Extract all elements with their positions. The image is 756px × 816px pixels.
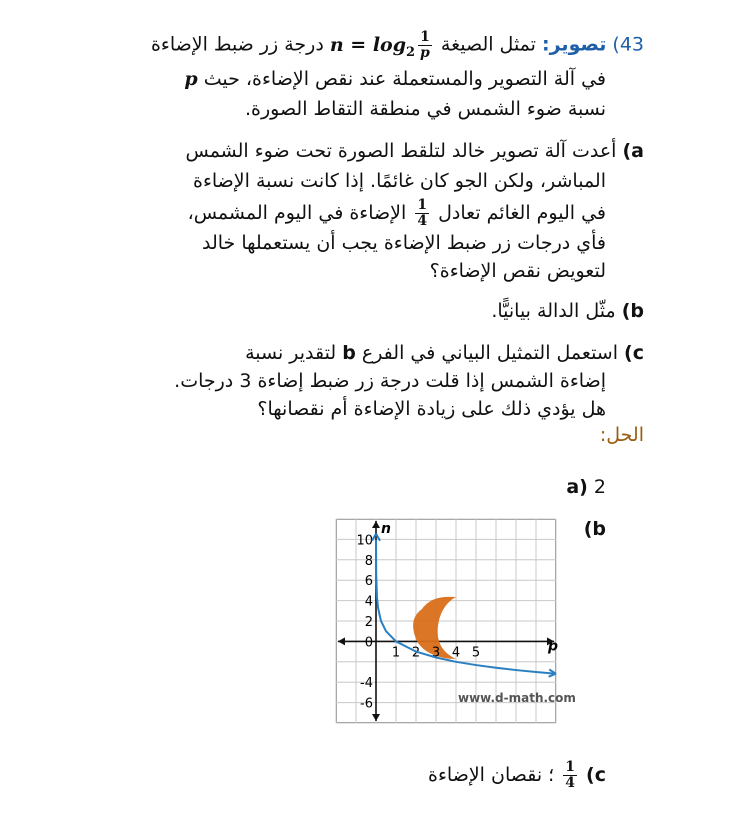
- part-a-frac-den: 4: [417, 213, 428, 229]
- part-a-line-1: [24, 138, 644, 164]
- question-var-p: p: [184, 68, 198, 90]
- y-tick-label: 4: [364, 594, 373, 610]
- part-b-text: مثّل الدالة بيانيًّا.: [491, 300, 616, 322]
- answer-c-label: c): [586, 764, 606, 786]
- part-a-label: a): [622, 140, 644, 162]
- answer-c-text: ؛ نقصان الإضاءة: [428, 764, 555, 786]
- y-tick-label: 8: [364, 553, 373, 569]
- part-c-ref: b: [342, 342, 356, 364]
- part-c-line-2: إضاءة الشمس إذا قلت درجة زر ضبط إضاءة 3 درجات.: [174, 370, 606, 392]
- answer-c-frac-num: 1: [565, 759, 575, 775]
- solution-heading: الحل:: [599, 424, 644, 446]
- y-tick-label: 0: [364, 635, 373, 651]
- y-axis-label: n: [381, 521, 391, 537]
- x-tick-label: 3: [431, 645, 441, 661]
- part-c-label: c): [624, 342, 644, 364]
- part-a-text-3a: في اليوم الغائم تعادل: [438, 202, 606, 224]
- question-line-2-text: في آلة التصوير والمستعملة عند نقص الإضاءة، حيث: [203, 68, 606, 90]
- question-number: 43): [612, 33, 644, 56]
- part-c-line-1: [24, 340, 644, 366]
- watermark-text: www.d-math.com: [458, 691, 576, 705]
- part-a-line-4: فأي درجات زر ضبط الإضاءة يجب أن يستعملها خالد: [202, 232, 606, 254]
- part-c-text-1a: استعمل التمثيل البياني في الفرع: [361, 342, 618, 364]
- intro-before: تمثل الصيغة: [440, 33, 536, 56]
- formula-base: 2: [406, 44, 416, 60]
- part-a-line-2: المباشر، ولكن الجو كان غائمًا. إذا كانت نسبة الإضاءة: [193, 170, 606, 192]
- formula-frac-num: 1: [418, 30, 432, 46]
- formula-frac-den: p: [420, 45, 430, 61]
- y-tick-label: 10: [356, 533, 373, 549]
- part-a-frac-num: 1: [417, 197, 428, 213]
- answer-c-frac-den: 4: [565, 775, 575, 791]
- x-axis-label: p: [548, 638, 559, 655]
- y-tick-label: 2: [364, 615, 373, 630]
- question-line-2: [46, 66, 606, 92]
- x-tick-label: 1: [391, 645, 401, 661]
- answer-b-label: b): [583, 518, 606, 540]
- answer-c: [286, 760, 606, 791]
- part-a-text-3b: الإضاءة في اليوم المشمس،: [187, 202, 407, 224]
- x-tick-label: 2: [411, 645, 421, 661]
- part-a-line-5: لتعويض نقص الإضاءة؟: [429, 260, 606, 282]
- part-b-line: [24, 298, 644, 324]
- y-tick-label: -6: [360, 696, 373, 712]
- part-a-fraction: [415, 198, 429, 229]
- question-title: تصوير:: [542, 33, 607, 56]
- part-c-text-1b: لتقدير نسبة: [245, 342, 337, 364]
- part-c-line-3: هل يؤدي ذلك على زيادة الإضاءة أم نقصانها؟: [257, 398, 606, 420]
- formula: [329, 29, 435, 61]
- formula-fraction: [418, 30, 432, 61]
- x-tick-label: 5: [471, 645, 481, 661]
- y-tick-label: -4: [360, 676, 373, 692]
- part-a-text-1: أعدت آلة تصوير خالد لتلقط الصورة تحت ضوء الشمس: [185, 140, 617, 162]
- answer-a-value: 2: [593, 476, 606, 498]
- answer-a: [406, 474, 606, 500]
- answer-c-fraction: [563, 760, 577, 791]
- part-b-label: b): [621, 300, 644, 322]
- function-graph: [336, 519, 576, 723]
- intro-after: درجة زر ضبط الإضاءة: [150, 33, 324, 56]
- x-tick-label: 4: [451, 645, 461, 661]
- formula-lhs: n = log: [329, 33, 406, 56]
- question-header: [24, 30, 644, 65]
- y-tick-label: 6: [364, 574, 373, 590]
- answer-a-label: a): [566, 476, 588, 498]
- part-a-line-3: [46, 198, 606, 229]
- question-line-3: نسبة ضوء الشمس في منطقة التقاط الصورة.: [244, 98, 606, 120]
